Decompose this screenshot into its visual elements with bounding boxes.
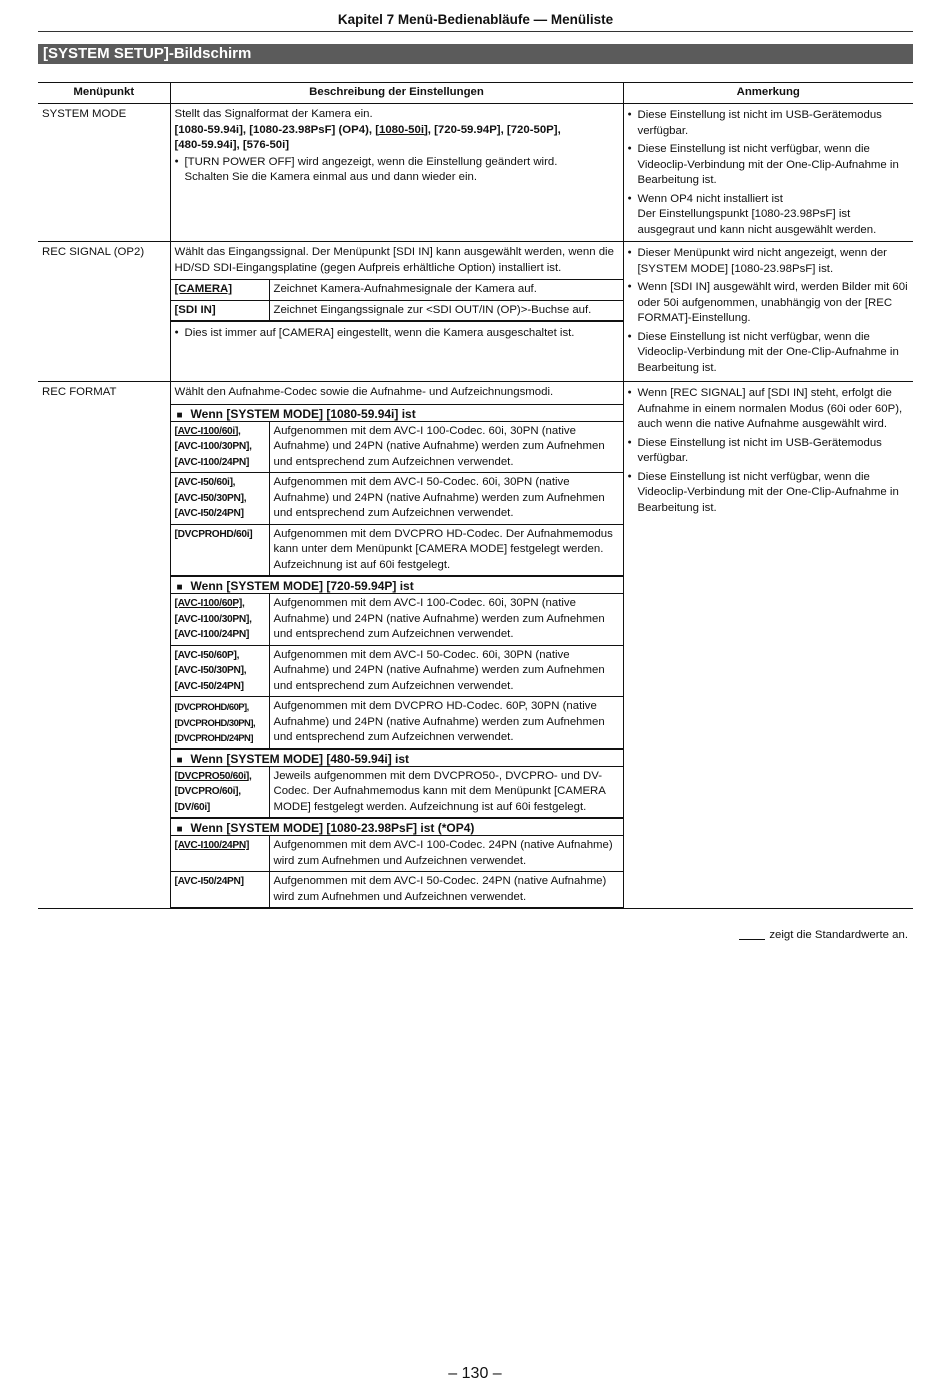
- codec-key: [AVC-I100/60P],: [174, 598, 245, 609]
- table-header-row: [38, 83, 913, 104]
- codec-key: [DVCPROHD/60P],: [174, 701, 249, 712]
- notes-cell: [623, 104, 913, 242]
- note-item: ● Diese Einstellung ist nicht verfügbar, wenn die Videoclip-Verbindung mit der One-Clip-Aufnahme in Bearbeitung ist.: [628, 329, 910, 377]
- table-row-system-mode: [38, 104, 913, 242]
- footnote-text: zeigt die Standardwerte an.: [769, 929, 908, 941]
- section-title: [SYSTEM SETUP]-Bildschirm: [38, 44, 913, 64]
- option-key: [CAMERA]: [174, 283, 233, 295]
- codec-desc: Jeweils aufgenommen mit dem DVCPRO50-, DVCPRO- und DV-Codec. Der Aufnahmemodus kann mit dem Menüpunkt [CAMERA MODE] festgelegt werden. Aufzeichnung ist auf 60i festgelegt.: [269, 766, 623, 818]
- note-item: ● Wenn [REC SIGNAL] auf [SDI IN] steht, erfolgt die Aufnahme in einem normalen Modus (60i oder 60P), auch wenn die native Aufnahme ausgewählt wird.: [628, 385, 910, 433]
- group-heading: ■ Wenn [SYSTEM MODE] [480-59.94i] ist: [171, 749, 623, 766]
- codec-key: [AVC-I50/60i],: [174, 477, 236, 488]
- codec-desc: Aufgenommen mit dem DVCPRO HD-Codec. Der Aufnahmemodus kann unter dem Menüpunkt [CAMERA MODE] festgelegt werden. Aufzeichnung ist auf 60i festgelegt.: [269, 524, 623, 576]
- codec-key: [DV/60i]: [174, 801, 211, 813]
- settings-table: [38, 82, 913, 909]
- option-row: [171, 280, 623, 301]
- chapter-title: Kapitel 7 Menü-Bedienabläufe — Menüliste: [337, 12, 614, 27]
- default-value: [1080-50i]: [375, 123, 428, 136]
- description-bullet: ● Dies ist immer auf [CAMERA] eingestellt, wenn die Kamera ausgeschaltet ist.: [175, 325, 619, 342]
- note-item: ● Diese Einstellung ist nicht im USB-Gerätemodus verfügbar.: [628, 435, 910, 467]
- codec-key: [AVC-I50/24PN]: [174, 680, 244, 692]
- option-row: [171, 300, 623, 321]
- codec-row: [171, 872, 623, 908]
- column-header-menu-item: Menüpunkt: [38, 83, 170, 104]
- codec-table: [171, 421, 623, 577]
- codec-key: [AVC-I100/24PN]: [174, 629, 250, 640]
- note-item: ● Diese Einstellung ist nicht verfügbar, wenn die Videoclip-Verbindung mit der One-Clip-Aufnahme in Bearbeitung ist.: [628, 141, 910, 189]
- description-bullet: ● [TURN POWER OFF] wird angezeigt, wenn die Einstellung geändert wird.: [175, 154, 619, 171]
- note-item: ● Wenn OP4 nicht installiert ist: [628, 191, 910, 208]
- group-heading: ■ Wenn [SYSTEM MODE] [1080-59.94i] ist: [171, 404, 623, 421]
- note-item-cont: Der Einstellungspunkt [1080-23.98PsF] ist ausgegraut und kann nicht ausgewählt werden.: [637, 208, 877, 236]
- codec-desc: Aufgenommen mit dem DVCPRO HD-Codec. 60P, 30PN (native Aufnahme) und 24PN (native Aufnahme) werden zum Aufnehmen und entsprechend zum Aufzeichnen verwendet.: [269, 697, 623, 749]
- group-heading: ■ Wenn [SYSTEM MODE] [1080-23.98PsF] ist (*OP4): [171, 818, 623, 835]
- description-cell: [170, 382, 623, 909]
- menu-item-label: SYSTEM MODE: [38, 104, 170, 242]
- codec-key: [DVCPROHD/60i]: [174, 528, 253, 540]
- description-intro: Wählt das Eingangssignal. Der Menüpunkt [SDI IN] kann ausgewählt werden, wenn die HD/SD SDI-Eingangsplatine (gegen Aufpreis erhältliche Option) installiert ist.: [174, 246, 614, 274]
- codec-desc: Aufgenommen mit dem AVC-I 100-Codec. 60i, 30PN (native Aufnahme) und 24PN (native Aufnahme) werden zum Aufnehmen und entsprechend zum Aufzeichnen verwendet.: [269, 421, 623, 473]
- menu-item-label: REC SIGNAL (OP2): [38, 242, 170, 382]
- note-item: ● Diese Einstellung ist nicht im USB-Gerätemodus verfügbar.: [628, 107, 910, 139]
- note-item: ● Dieser Menüpunkt wird nicht angezeigt, wenn der [SYSTEM MODE] [1080-23.98PsF] ist.: [628, 245, 910, 277]
- codec-row: [171, 766, 623, 818]
- codec-desc: Aufgenommen mit dem AVC-I 50-Codec. 60i, 30PN (native Aufnahme) und 24PN (native Aufnahme) werden zum Aufnehmen und entsprechend zum Aufzeichnen verwendet.: [269, 473, 623, 525]
- codec-key: [AVC-I100/30PN],: [174, 441, 252, 452]
- description-cell: [170, 242, 623, 382]
- note-item: ● Wenn [SDI IN] ausgewählt wird, werden Bilder mit 60i oder 50i aufgenommen, unabhängig von der [REC FORMAT]-Einstellung.: [628, 279, 910, 327]
- column-header-notes: Anmerkung: [623, 83, 913, 104]
- menu-item-label: REC FORMAT: [38, 382, 170, 909]
- options-table: [171, 279, 623, 321]
- codec-table: [171, 835, 623, 908]
- table-row-rec-signal: [38, 242, 913, 382]
- underline-sample: [739, 939, 765, 940]
- codec-desc: Aufgenommen mit dem AVC-I 100-Codec. 60i, 30PN (native Aufnahme) und 24PN (native Aufnahme) werden zum Aufnehmen und entsprechend zum Aufzeichnen verwendet.: [269, 594, 623, 646]
- notes-cell: [623, 382, 913, 909]
- option-key: [SDI IN]: [171, 300, 270, 321]
- codec-row: [171, 421, 623, 473]
- codec-key: [DVCPRO50/60i],: [174, 770, 252, 782]
- codec-table: [171, 593, 623, 749]
- codec-row: [171, 524, 623, 576]
- chapter-rule: [38, 31, 913, 32]
- codec-key: [AVC-I50/60P],: [174, 649, 240, 661]
- page-number: – 130 –: [448, 1365, 502, 1382]
- codec-key: [AVC-I50/30PN],: [174, 492, 247, 504]
- codec-key: [DVCPRO/60i],: [174, 786, 241, 797]
- codec-key: [AVC-I50/30PN],: [174, 665, 247, 676]
- description-intro: Stellt das Signalformat der Kamera ein.: [174, 108, 373, 120]
- codec-key: [AVC-I50/24PN]: [174, 876, 244, 887]
- format-options: [1080-59.94i], [1080-23.98PsF] (OP4), [1080-50i], [720-59.94P], [720-50P],: [174, 123, 561, 136]
- codec-row: [171, 645, 623, 697]
- group-heading: ■ Wenn [SYSTEM MODE] [720-59.94P] ist: [171, 576, 623, 593]
- codec-desc: Aufgenommen mit dem AVC-I 50-Codec. 24PN (native Aufnahme) wird zum Aufnehmen und Aufzeichnen verwendet.: [269, 872, 623, 908]
- option-desc: Zeichnet Eingangssignale zur <SDI OUT/IN (OP)>-Buchse auf.: [269, 300, 623, 321]
- codec-key: [DVCPROHD/24PN]: [174, 732, 253, 743]
- codec-row: [171, 594, 623, 646]
- option-desc: Zeichnet Kamera-Aufnahmesignale der Kamera auf.: [269, 280, 623, 301]
- notes-cell: [623, 242, 913, 382]
- codec-key: [AVC-I100/24PN]: [174, 840, 250, 851]
- note-item: ● Diese Einstellung ist nicht verfügbar, wenn die Videoclip-Verbindung mit der One-Clip-Aufnahme in Bearbeitung ist.: [628, 469, 910, 517]
- table-row-rec-format: [38, 382, 913, 909]
- codec-table: [171, 766, 623, 819]
- description-intro: Wählt den Aufnahme-Codec sowie die Aufnahme- und Aufzeichnungsmodi.: [174, 386, 554, 398]
- codec-key: [AVC-I100/30PN],: [174, 613, 252, 625]
- codec-key: [AVC-I100/60i],: [174, 425, 241, 437]
- codec-key: [AVC-I50/24PN]: [174, 508, 244, 519]
- description-bullet-cont: Schalten Sie die Kamera einmal aus und dann wieder ein.: [184, 171, 478, 183]
- codec-row: [171, 697, 623, 749]
- codec-key: [DVCPROHD/30PN],: [174, 716, 256, 728]
- codec-row: [171, 836, 623, 872]
- codec-desc: Aufgenommen mit dem AVC-I 50-Codec. 60i, 30PN (native Aufnahme) und 24PN (native Aufnahme) werden zum Aufnehmen und entsprechend zum Aufzeichnen verwendet.: [269, 645, 623, 697]
- codec-desc: Aufgenommen mit dem AVC-I 100-Codec. 24PN (native Aufnahme) wird zum Aufnehmen und Aufzeichnen verwendet.: [269, 836, 623, 872]
- codec-row: [171, 473, 623, 525]
- default-values-footnote: [739, 929, 908, 941]
- description-cell: [170, 104, 623, 242]
- codec-key: [AVC-I100/24PN]: [174, 456, 250, 468]
- column-header-description: Beschreibung der Einstellungen: [170, 83, 623, 104]
- format-options-cont: [480-59.94i], [576-50i]: [174, 139, 290, 151]
